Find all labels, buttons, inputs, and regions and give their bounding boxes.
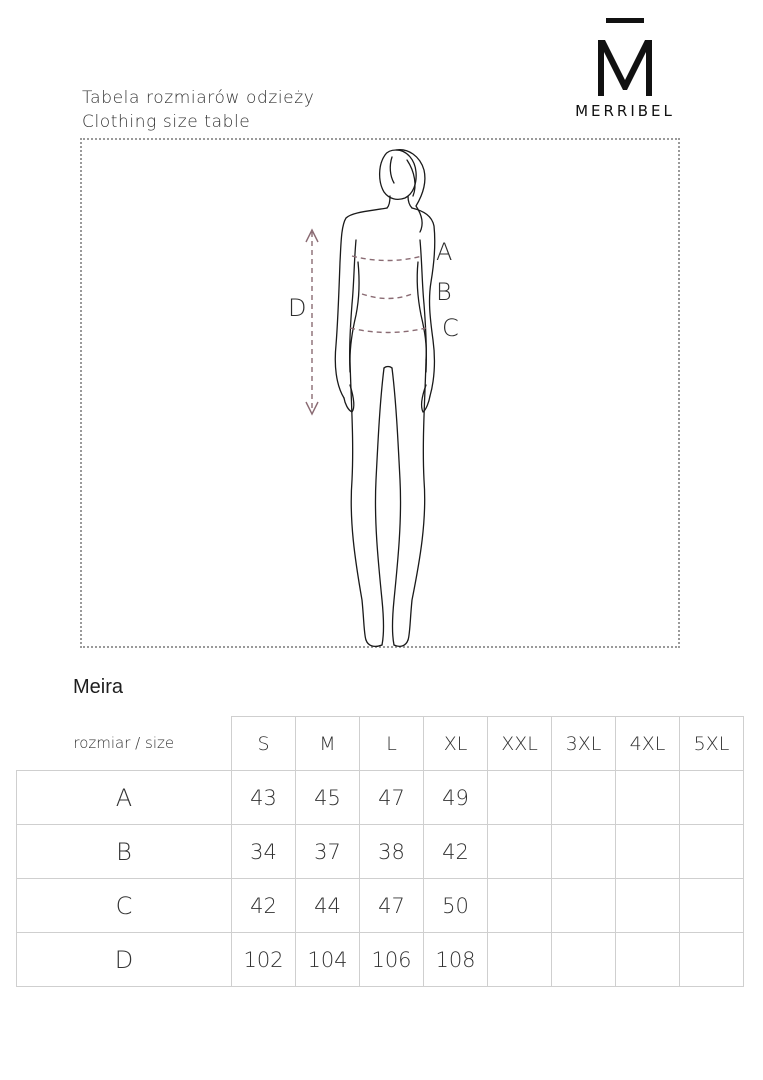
size-header-label: rozmiar / size [17, 717, 232, 771]
table-cell: 49 [424, 771, 488, 825]
size-table [16, 716, 744, 987]
title-english: Clothing size table [82, 112, 251, 132]
table-cell [488, 933, 552, 987]
table-cell [616, 879, 680, 933]
size-header-xl: XL [424, 717, 488, 771]
size-header-row [17, 717, 744, 771]
table-cell [488, 771, 552, 825]
table-row [17, 825, 744, 879]
size-header-4xl: 4XL [616, 717, 680, 771]
table-row [17, 771, 744, 825]
table-cell: 50 [424, 879, 488, 933]
table-cell [488, 879, 552, 933]
table-cell: 43 [232, 771, 296, 825]
table-cell [552, 771, 616, 825]
table-row [17, 933, 744, 987]
table-cell [680, 933, 744, 987]
measure-label-c: C [442, 314, 459, 342]
table-cell [680, 879, 744, 933]
table-cell: 108 [424, 933, 488, 987]
row-label: A [17, 771, 232, 825]
table-cell [616, 933, 680, 987]
table-cell: 104 [296, 933, 360, 987]
table-cell: 34 [232, 825, 296, 879]
table-cell: 42 [232, 879, 296, 933]
table-cell: 42 [424, 825, 488, 879]
size-header-xxl: XXL [488, 717, 552, 771]
measure-label-b: B [436, 278, 452, 306]
table-cell: 47 [360, 879, 424, 933]
row-label: C [17, 879, 232, 933]
table-cell [488, 825, 552, 879]
measure-label-a: A [436, 238, 453, 266]
title-polish: Tabela rozmiarów odzieży [82, 88, 315, 108]
table-cell [616, 825, 680, 879]
size-header-3xl: 3XL [552, 717, 616, 771]
table-cell [552, 933, 616, 987]
table-cell: 106 [360, 933, 424, 987]
table-cell [616, 771, 680, 825]
brand-name: MERRIBEL [575, 102, 675, 120]
product-name: Meira [73, 676, 124, 698]
table-cell [680, 825, 744, 879]
row-label: D [17, 933, 232, 987]
table-cell [552, 879, 616, 933]
row-label: B [17, 825, 232, 879]
measure-label-d: D [288, 294, 307, 322]
table-cell: 38 [360, 825, 424, 879]
table-cell: 37 [296, 825, 360, 879]
table-cell: 47 [360, 771, 424, 825]
size-header-5xl: 5XL [680, 717, 744, 771]
table-row [17, 879, 744, 933]
size-header-l: L [360, 717, 424, 771]
table-cell: 45 [296, 771, 360, 825]
table-cell [680, 771, 744, 825]
table-cell [552, 825, 616, 879]
size-header-s: S [232, 717, 296, 771]
table-cell: 102 [232, 933, 296, 987]
table-cell: 44 [296, 879, 360, 933]
size-header-m: M [296, 717, 360, 771]
